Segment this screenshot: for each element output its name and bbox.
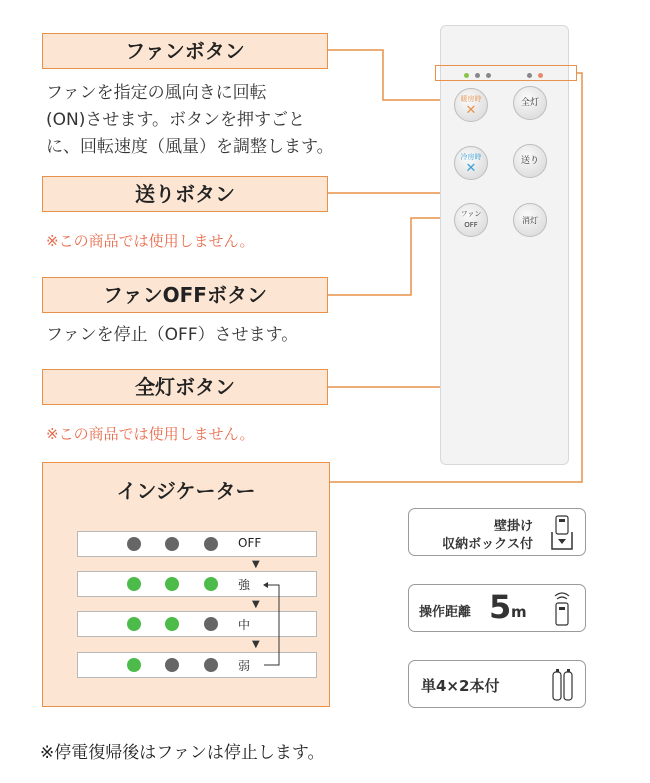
all-light-button-warning: ※この商品では使用しません。 [46,425,255,443]
send-button-label [42,176,328,212]
range-label: 操作距離 [419,605,472,620]
cooling-label: 冷房時 [460,152,482,161]
row-label: 中 [238,618,251,632]
arrow-down-icon: ▼ [252,559,260,570]
all-light-btn-label: 全灯 [520,97,539,108]
row-label: OFF [238,536,262,550]
desc-line: に、回転速度（風量）を調整します。 [46,137,334,157]
fan-off-button-title: ファンOFFボタン [103,283,267,307]
led-on [127,658,141,672]
indicator-row-off [77,531,317,557]
led-off [127,537,141,551]
light-off-remote-button[interactable] [513,203,547,237]
heating-label: 暖房時 [460,94,482,103]
indicator-highlight [435,65,577,81]
led-on [204,577,218,591]
wall-box-icon [550,515,574,551]
cooling-fan-button[interactable] [454,146,488,180]
all-light-button-title: 全灯ボタン [135,375,235,399]
spec-range [408,584,586,632]
fan-off-btn-label: ファン [460,210,482,218]
send-remote-button[interactable] [513,144,547,178]
wall-mount-text: 壁掛け [493,519,533,534]
spec-wall-mount [408,508,586,556]
remote-signal-icon [550,589,574,629]
led-on [165,577,179,591]
send-btn-label: 送り [520,155,539,166]
fan-off-btn-label: OFF [464,221,478,229]
arrow-down-icon: ▼ [252,599,260,610]
led-on [165,617,179,631]
send-button-warning: ※この商品では使用しません。 [46,232,255,250]
led-on [127,577,141,591]
spec-battery [408,660,586,708]
led-off [165,658,179,672]
led-off [165,537,179,551]
footnote: ※停電復帰後はファンは停止します。 [40,743,325,763]
indicator-panel [42,462,330,707]
fan-off-description: ファンを停止（OFF）させます。 [46,325,299,345]
range-value: 5 [489,588,512,626]
indicator-title: インジケーター [116,479,256,503]
light-off-btn-label: 消灯 [522,215,538,225]
led-on [127,617,141,631]
battery-icon [550,668,576,702]
battery-text: 単4×2本付 [421,677,500,695]
fan-button-label [42,33,328,69]
led-off [204,537,218,551]
row-label: 強 [238,578,251,592]
fan-off-button-label [42,277,328,313]
arrow-down-icon: ▼ [252,639,260,650]
send-button-title: 送りボタン [135,182,235,206]
fan-off-remote-button[interactable] [454,203,488,237]
all-light-remote-button[interactable] [513,86,547,120]
led-off [204,617,218,631]
fan-button-title: ファンボタン [125,39,245,63]
loop-arrow-icon [261,581,291,671]
row-label: 弱 [238,659,251,673]
fan-button-description [46,80,334,161]
storage-box-text: 収納ボックス付 [442,537,533,552]
led-off [204,658,218,672]
all-light-button-label [42,369,328,405]
remote-control [440,25,569,465]
desc-line: (ON)させます。ボタンを押すごと [46,110,306,130]
fan-icon: ✕ [465,102,477,118]
range-unit: m [511,603,527,621]
fan-icon: ✕ [465,160,477,176]
heating-fan-button[interactable] [454,88,488,122]
desc-line: ファンを指定の風向きに回転 [46,83,267,103]
